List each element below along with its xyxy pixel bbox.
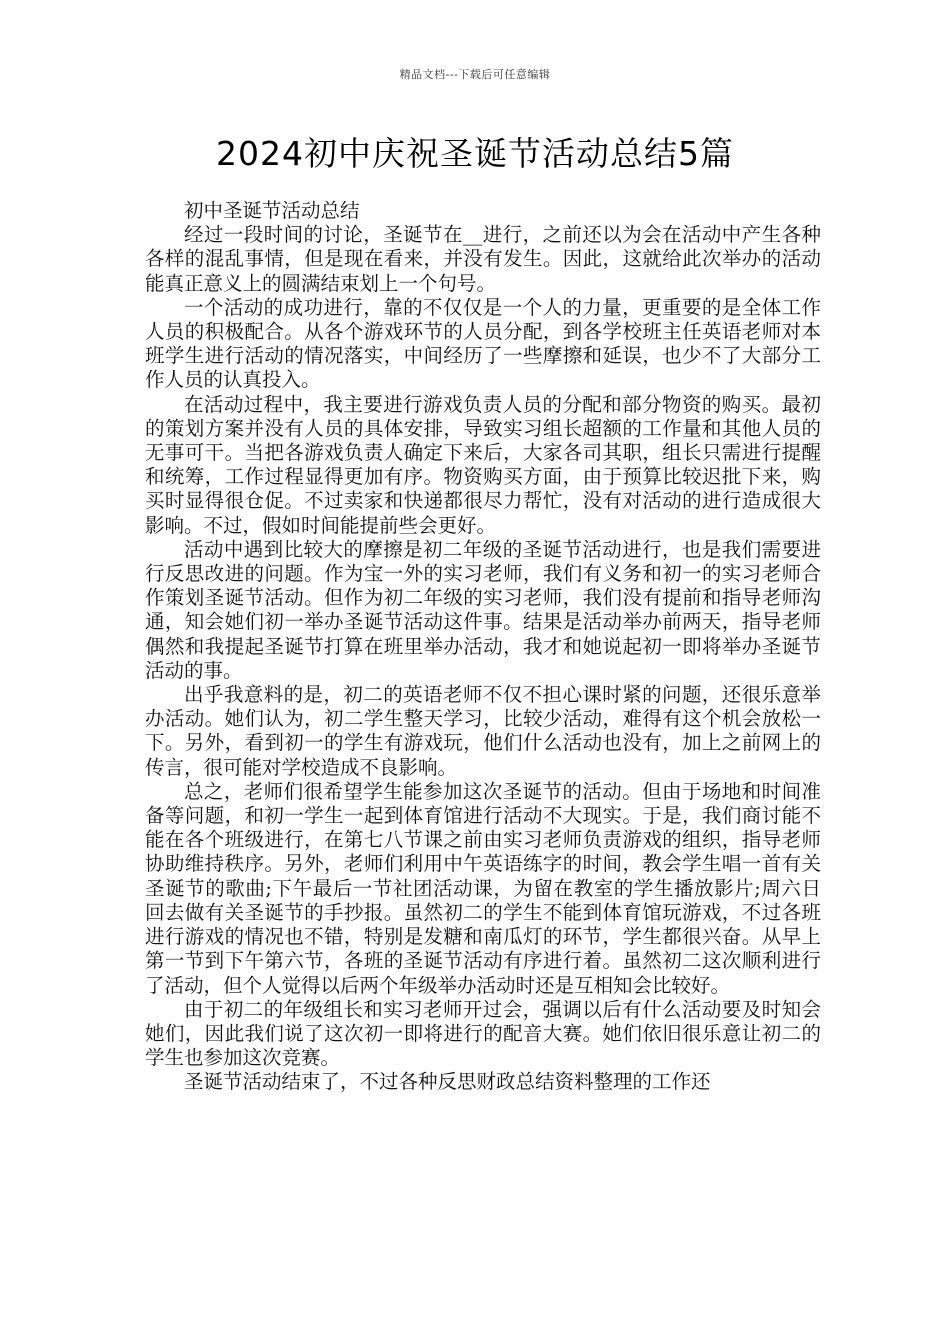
paragraph-subtitle: 初中圣诞节活动总结 [184,199,360,222]
paragraph: 一个活动的成功进行，靠的不仅仅是一个人的力量，更重要的是全体工作人员的积极配合。从各个游戏环节的人员分配，到各学校班主任英语老师对本班学生进行活动的情况落实，中间经历了一些摩擦和延误，也少不了大部分工作人员的认真投入。 [145,295,821,392]
paragraph: 活动中遇到比较大的摩擦是初二年级的圣诞节活动进行，也是我们需要进行反思改进的问题。作为宝一外的实习老师，我们有义务和初一的实习老师合作策划圣诞节活动。但作为初二年级的实习老师，我们没有提前和指导老师沟通，知会她们初一举办圣诞节活动这件事。结果是活动举办前两天，指导老师偶然和我提起圣诞节打算在班里举办活动，我才和她说起初一即将举办圣诞节活动的事。 [145,537,821,682]
paragraph: 在活动过程中，我主要进行游戏负责人员的分配和部分物资的购买。最初的策划方案并没有人员的具体安排，导致实习组长超额的工作量和其他人员的无事可干。当把各游戏负责人确定下来后，大家各司其职，组长只需进行提醒和统筹，工作过程显得更加有序。物资购买方面，由于预算比较迟批下来，购买时显得很仓促。不过卖家和快递都很尽力帮忙，没有对活动的进行造成很大影响。不过，假如时间能提前些会更好。 [145,392,821,537]
paragraph: 总之，老师们很希望学生能参加这次圣诞节的活动。但由于场地和时间准备等问题，和初一学生一起到体育馆进行活动不大现实。于是，我们商讨能不能在各个班级进行，在第七八节课之前由实习老师负责游戏的组织，指导老师协助维持秩序。另外，老师们利用中午英语练字的时间，教会学生唱一首有关圣诞节的歌曲;下午最后一节社团活动课，为留在教室的学生播放影片;周六日回去做有关圣诞节的手抄报。虽然初二的学生不能到体育馆玩游戏，不过各班进行游戏的情况也不错，特别是发糖和南瓜灯的环节，学生都很兴奋。从早上第一节到下午第六节，各班的圣诞节活动有序进行着。虽然初二这次顺利进行了活动，但个人觉得以后两个年级举办活动时还是互相知会比较好。 [145,779,821,997]
paragraph: 出乎我意料的是，初二的英语老师不仅不担心课时紧的问题，还很乐意举办活动。她们认为，初二学生整天学习，比较少活动，难得有这个机会放松一下。另外，看到初一的学生有游戏玩，他们什么活动也没有，加上之前网上的传言，很可能对学校造成不良影响。 [145,683,821,779]
paragraph: 经过一段时间的讨论，圣诞节在__进行，之前还以为会在活动中产生各种各样的混乱事情，但是现在看来，并没有发生。因此，这就给此次举办的活动能真正意义上的圆满结束划上一个句号。 [145,223,821,295]
document-body [145,199,821,1095]
document-title: 2024初中庆祝圣诞节活动总结5篇 [216,134,734,173]
paragraph: 圣诞节活动结束了，不过各种反思财政总结资料整理的工作还 [184,1070,711,1094]
paragraph: 由于初二的年级组长和实习老师开过会，强调以后有什么活动要及时知会她们，因此我们说了这次初一即将进行的配音大赛。她们依旧很乐意让初二的学生也参加这次竞赛。 [145,997,821,1070]
header-note: 精品文档---下载后可任意编辑 [399,68,551,81]
